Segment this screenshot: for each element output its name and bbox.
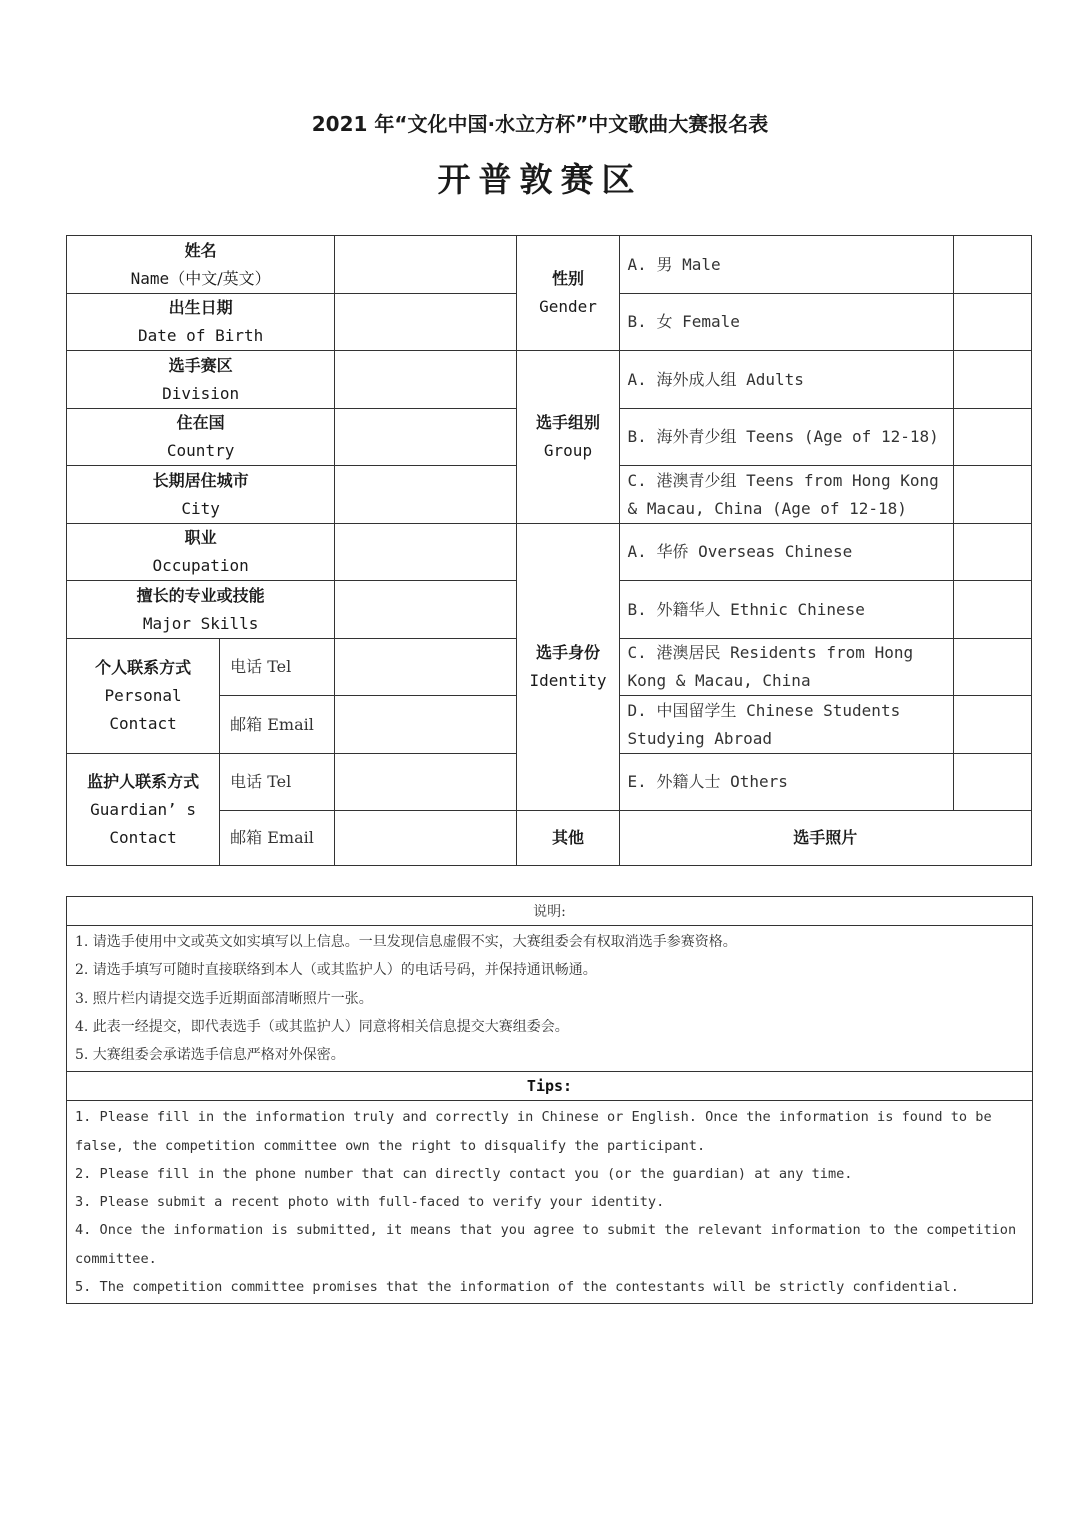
country-label-zh: 住在国	[176, 413, 225, 432]
identity-option-overseas-chinese: A. 华侨 Overseas Chinese	[619, 524, 953, 581]
note-en-item: 2. Please fill in the phone number that can directly contact you (or the guardian) at any time.	[75, 1165, 853, 1182]
group-option-adults: A. 海外成人组 Adults	[619, 351, 953, 409]
dob-label-en: Date of Birth	[138, 326, 264, 345]
identity-ethnic-checkbox[interactable]	[953, 581, 1031, 639]
group-option-hk-macau-teens: C. 港澳青少组 Teens from Hong Kong & Macau, China (Age of 12-18)	[619, 466, 953, 524]
occupation-label-en: Occupation	[152, 556, 249, 575]
division-label-en: Division	[162, 383, 240, 403]
gender-male-checkbox[interactable]	[953, 236, 1031, 294]
gender-label-zh: 性别	[551, 269, 584, 288]
notes-en-cell	[67, 1101, 1033, 1303]
registration-form-table	[66, 235, 1032, 866]
city-label-en: City	[181, 498, 220, 518]
gender-option-female: B. 女 Female	[619, 294, 953, 351]
group-label-en: Group	[543, 441, 593, 460]
division-subtitle: 开普敦赛区	[437, 160, 643, 199]
occupation-label-cell	[67, 524, 335, 581]
division-label-cell	[67, 351, 335, 409]
notes-header-zh: 说明:	[67, 897, 1033, 926]
identity-label-zh: 选手身份	[535, 643, 600, 662]
city-input-cell[interactable]	[335, 466, 517, 524]
personal-tel-label: 电话 Tel	[220, 639, 335, 696]
note-zh-item: 3. 照片栏内请提交选手近期面部清晰照片一张。	[75, 990, 373, 1007]
group-option-teens: B. 海外青少组 Teens (Age of 12-18)	[619, 409, 953, 466]
photo-label: 选手照片	[619, 811, 1031, 866]
identity-option-ethnic-chinese: B. 外籍华人 Ethnic Chinese	[619, 581, 953, 639]
form-title: 2021 年“文化中国·水立方杯”中文歌曲大赛报名表	[311, 112, 769, 136]
guardian-contact-label-zh: 监护人联系方式	[87, 771, 200, 791]
city-label-cell	[67, 466, 335, 524]
note-zh-item: 5. 大赛组委会承诺选手信息严格对外保密。	[75, 1047, 345, 1064]
personal-email-input-cell[interactable]	[335, 696, 517, 754]
notes-zh-cell	[67, 926, 1033, 1072]
identity-option-hk-macau-residents: C. 港澳居民 Residents from Hong Kong & Macau, China	[619, 639, 953, 696]
note-zh-item: 2. 请选手填写可随时直接联络到本人（或其监护人）的电话号码，并保持通讯畅通。	[75, 962, 597, 979]
guardian-contact-label-cell	[67, 754, 220, 866]
identity-label-en: Identity	[529, 671, 607, 690]
occupation-label-zh: 职业	[184, 528, 217, 547]
name-input-cell[interactable]	[335, 236, 517, 294]
name-label-cell	[67, 236, 335, 294]
personal-contact-label-en2: Contact	[109, 714, 177, 733]
division-label-zh: 选手赛区	[168, 355, 233, 375]
guardian-tel-input-cell[interactable]	[335, 754, 517, 811]
guardian-email-label: 邮箱 Email	[220, 811, 335, 866]
division-input-cell[interactable]	[335, 351, 517, 409]
identity-students-checkbox[interactable]	[953, 696, 1031, 754]
skills-label-zh: 擅长的专业或技能	[136, 585, 265, 605]
skills-label-cell	[67, 581, 335, 639]
name-label-en: Name	[130, 268, 170, 288]
note-en-item: 3. Please submit a recent photo with full-faced to verify your identity.	[75, 1194, 665, 1211]
personal-contact-label-zh: 个人联系方式	[95, 658, 192, 677]
personal-contact-label-cell	[67, 639, 220, 754]
group-teens-checkbox[interactable]	[953, 409, 1031, 466]
note-en-item: 5. The competition committee promises that the information of the contestants will be strictly confidential.	[75, 1278, 959, 1295]
personal-contact-label-en1: Personal	[104, 686, 182, 705]
notes-header-en: Tips:	[67, 1072, 1033, 1101]
identity-option-others: E. 外籍人士 Others	[619, 754, 953, 811]
identity-label-cell	[517, 524, 619, 811]
personal-tel-input-cell[interactable]	[335, 639, 517, 696]
guardian-contact-label-en1: Guardian’ s	[90, 799, 197, 819]
name-label-note: （中文/英文）	[169, 268, 271, 288]
guardian-tel-label: 电话 Tel	[220, 754, 335, 811]
skills-input-cell[interactable]	[335, 581, 517, 639]
note-zh-item: 1. 请选手使用中文或英文如实填写以上信息。一旦发现信息虚假不实，大赛组委会有权取消选手参赛资格。	[75, 934, 737, 950]
identity-overseas-checkbox[interactable]	[953, 524, 1031, 581]
note-en-item: 1. Please fill in the information truly and correctly in Chinese or English. Once the information is found to be false, the competition committee own the right to disqualify the participant.	[75, 1109, 992, 1154]
city-label-zh: 长期居住城市	[152, 470, 249, 490]
country-input-cell[interactable]	[335, 409, 517, 466]
gender-option-male: A. 男 Male	[619, 236, 953, 294]
note-en-item: 4. Once the information is submitted, it means that you agree to submit the relevant information to the competition committee.	[75, 1222, 1017, 1267]
dob-label-cell	[67, 294, 335, 351]
gender-label-en: Gender	[539, 297, 597, 316]
name-label-zh: 姓名	[184, 240, 217, 260]
country-label-cell	[67, 409, 335, 466]
notes-table	[66, 896, 1033, 1304]
group-label-cell	[517, 351, 619, 524]
other-label: 其他	[517, 811, 619, 866]
country-label-en: Country	[166, 441, 235, 460]
group-label-zh: 选手组别	[535, 413, 600, 432]
skills-label-en: Major Skills	[142, 613, 259, 633]
group-hk-macau-checkbox[interactable]	[953, 466, 1031, 524]
identity-hk-macau-checkbox[interactable]	[953, 639, 1031, 696]
guardian-contact-label-en2: Contact	[109, 827, 177, 847]
guardian-email-input-cell[interactable]	[335, 811, 517, 866]
note-zh-item: 4. 此表一经提交，即代表选手（或其监护人）同意将相关信息提交大赛组委会。	[75, 1018, 569, 1035]
identity-others-checkbox[interactable]	[953, 754, 1031, 811]
gender-female-checkbox[interactable]	[953, 294, 1031, 351]
personal-email-label: 邮箱 Email	[220, 696, 335, 754]
group-adults-checkbox[interactable]	[953, 351, 1031, 409]
dob-input-cell[interactable]	[335, 294, 517, 351]
gender-label-cell	[517, 236, 619, 351]
dob-label-zh: 出生日期	[168, 298, 233, 317]
identity-option-students-abroad: D. 中国留学生 Chinese Students Studying Abroad	[619, 696, 953, 754]
occupation-input-cell[interactable]	[335, 524, 517, 581]
